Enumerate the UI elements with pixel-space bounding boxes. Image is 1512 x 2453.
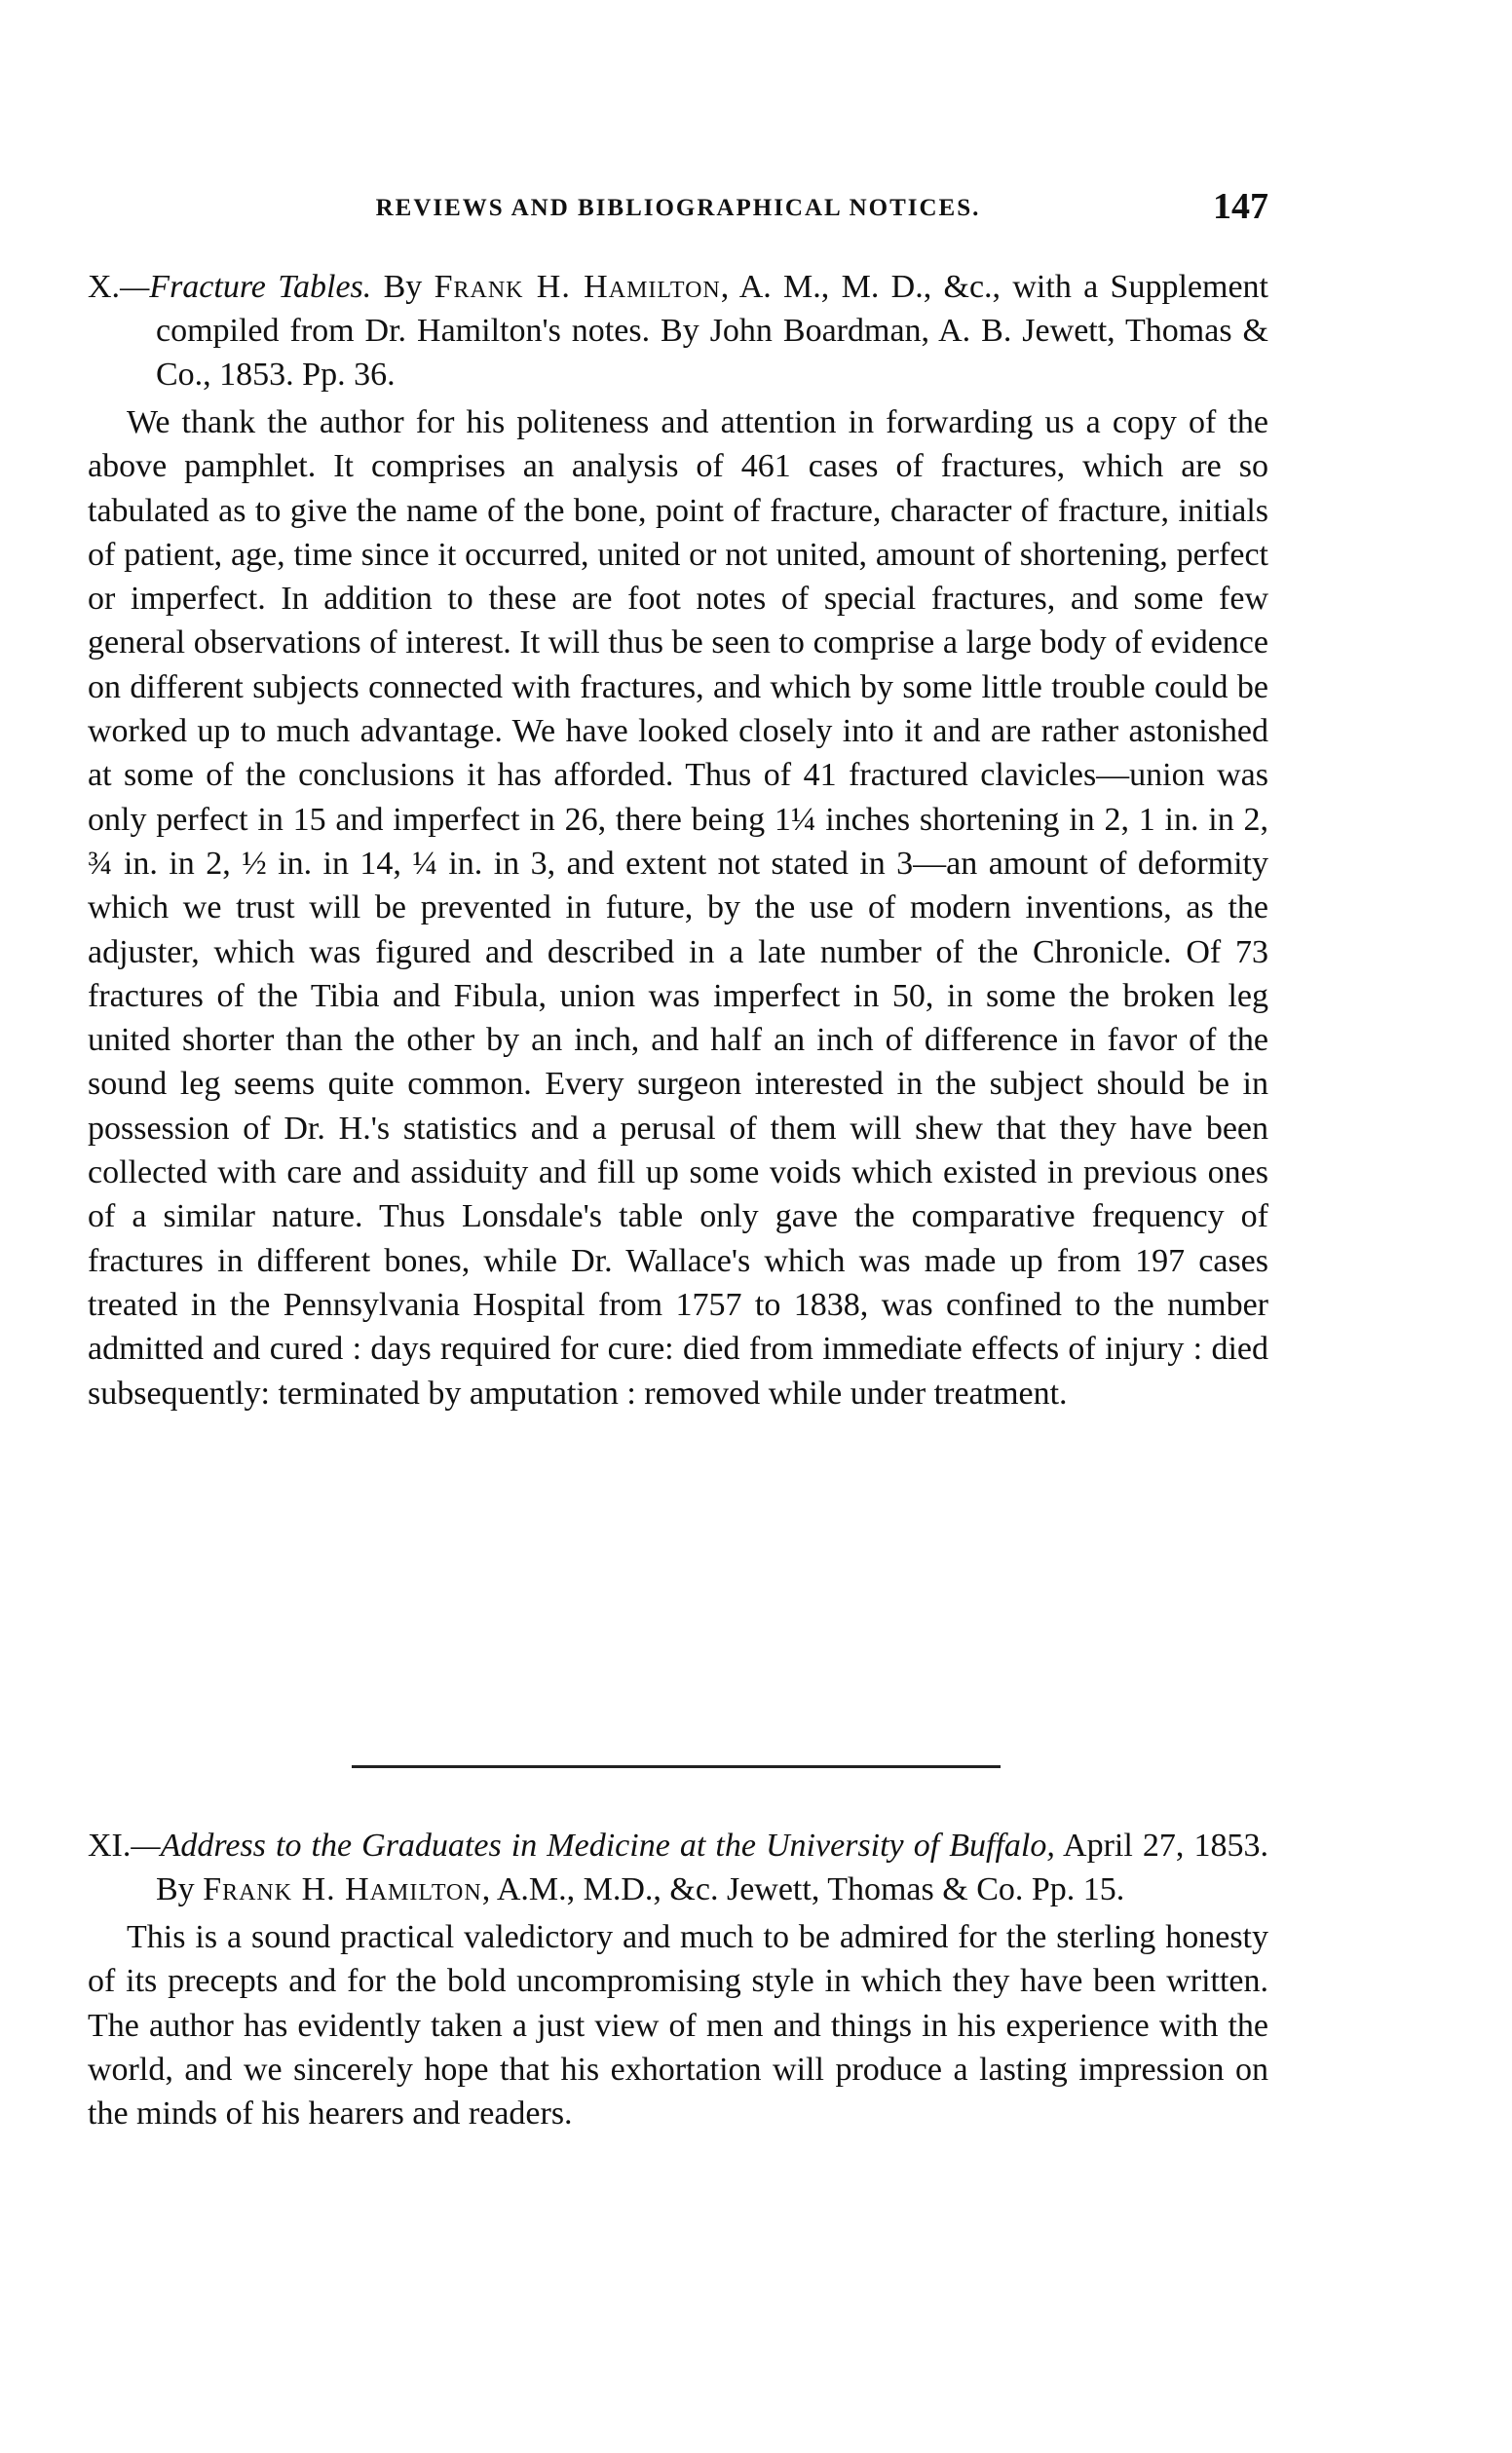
review-x: [88, 265, 1268, 1415]
page-header: [88, 186, 1268, 236]
review-xi-title: —Address to the Graduates in Medicine at the University of Buffalo,: [131, 1828, 1055, 1864]
review-x-citation: , A. M., M. D., &c., with a Supplement compiled from Dr. Hamilton's notes. By John Boardman, A. B. Jewett, Thomas & Co., 1853. Pp. 36.: [156, 269, 1268, 393]
review-xi-number: XI.: [88, 1828, 132, 1864]
page-number: 147: [1213, 186, 1268, 227]
review-x-body: We thank the author for his politeness and attention in forwarding us a copy of the above pamphlet. It comprises an analysis of 461 cases of fractures, which are so tabulated as to give the name of the bone, point of fracture, character of fracture, initials of patient, age, time since it occurred, united or not united, amount of shortening, perfect or imperfect. In addition to these are foot notes of special fractures, and some few general observations of interest. It will thus be seen to comprise a large body of evidence on different subjects connected with fractures, and which by some little trouble could be worked up to much advantage. We have looked closely into it and are rather astonished at some of the conclusions it has afforded. Thus of 41 fractured clavicles—union was only perfect in 15 and imperfect in 26, there being 1¼ inches shortening in 2, 1 in. in 2, ¾ in. in 2, ½ in. in 14, ¼ in. in 3, and extent not stated in 3—an amount of deformity which we trust will be prevented in future, by the use of modern inventions, as the adjuster, which was figured and described in a late number of the Chronicle. Of 73 fractures of the Tibia and Fibula, union was imperfect in 50, in some the broken leg united shorter than the other by an inch, and half an inch of difference in favor of the sound leg seems quite common. Every surgeon interested in the subject should be in possession of Dr. H.'s statistics and a perusal of them will shew that they have been collected with care and assiduity and fill up some voids which existed in previous ones of a similar nature. Thus Lonsdale's table only gave the comparative frequency of fractures in different bones, while Dr. Wallace's which was made up from 197 cases treated in the Pennsylvania Hospital from 1757 to 1838, was confined to the number admitted and cured : days required for cure: died from immediate effects of injury : died subsequently: terminated by amputation : removed while under treatment.: [88, 404, 1268, 1412]
review-xi-citation: , A.M., M.D., &c. Jewett, Thomas & Co. Pp. 15.: [481, 1871, 1125, 1907]
review-xi-heading: [88, 1824, 1268, 1911]
review-xi: [88, 1824, 1268, 2135]
review-x-author: Frank H. Hamilton: [434, 269, 721, 305]
review-x-title: —Fracture Tables.: [120, 269, 372, 305]
running-head: REVIEWS AND BIBLIOGRAPHICAL NOTICES.: [375, 195, 981, 221]
section-divider: [352, 1765, 1001, 1768]
review-xi-date: April 27, 1853. By: [156, 1828, 1268, 1907]
review-x-by: By: [371, 269, 435, 305]
review-x-heading: [88, 265, 1268, 396]
review-xi-body: This is a sound practical valedictory and much to be admired for the sterling honesty of its precepts and for the bold uncompromising style in which they have been written. The author has evidently taken a just view of men and things in his experience with the world, and we sincerely hope that his exhortation will produce a lasting impression on the minds of his hearers and readers.: [88, 1919, 1268, 2132]
review-x-number: X.: [88, 269, 121, 305]
review-xi-author: Frank H. Hamilton: [203, 1871, 482, 1907]
